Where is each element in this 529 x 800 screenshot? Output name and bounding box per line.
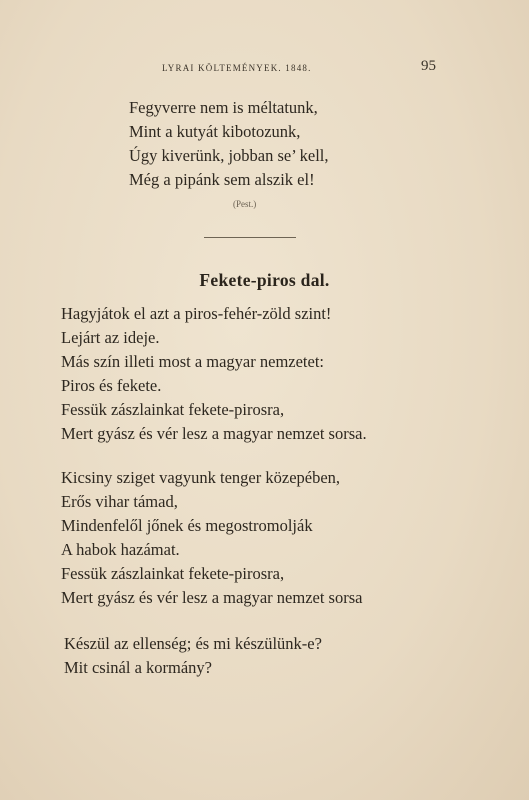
stanza-3 — [64, 632, 322, 680]
place-note: (Pest.) — [233, 199, 257, 209]
verse-line: Úgy kiverünk, jobban se’ kell, — [129, 146, 329, 165]
stanza-1 — [61, 302, 367, 446]
verse-line: Készül az ellenség; és mi készülünk-e? — [64, 634, 322, 653]
verse-line: Mit csinál a kormány? — [64, 658, 213, 677]
verse-line: Fessük zászlainkat fekete-pirosra, — [61, 564, 285, 583]
verse-line: Kicsiny sziget vagyunk tenger közepében, — [61, 468, 341, 487]
verse-line: Lejárt az ideje. — [61, 328, 160, 347]
stanza-2 — [61, 466, 362, 610]
verse-line: A habok hazámat. — [61, 540, 180, 559]
verse-line: Mert gyász és vér lesz a magyar nemzet sorsa — [61, 588, 363, 607]
poem-title: Fekete-piros dal. — [199, 270, 330, 290]
running-head: LYRAI KÖLTEMÉNYEK. 1848. — [162, 63, 312, 73]
section-divider — [204, 237, 296, 238]
verse-line: Mindenfelől jőnek és megostromolják — [61, 516, 313, 535]
verse-line: Mint a kutyát kibotozunk, — [129, 122, 301, 141]
verse-line: Erős vihar támad, — [61, 492, 178, 511]
verse-line: Fegyverre nem is méltatunk, — [129, 98, 318, 117]
verse-line: Mert gyász és vér lesz a magyar nemzet sorsa. — [61, 424, 367, 443]
previous-poem-ending — [129, 96, 328, 192]
verse-line: Más szín illeti most a magyar nemzetet: — [61, 352, 325, 371]
page-number: 95 — [421, 58, 436, 74]
verse-line: Fessük zászlainkat fekete-pirosra, — [61, 400, 285, 419]
verse-line: Piros és fekete. — [61, 376, 162, 395]
verse-line: Még a pipánk sem alszik el! — [129, 170, 315, 189]
verse-line: Hagyjátok el azt a piros-fehér-zöld szint! — [61, 304, 332, 323]
